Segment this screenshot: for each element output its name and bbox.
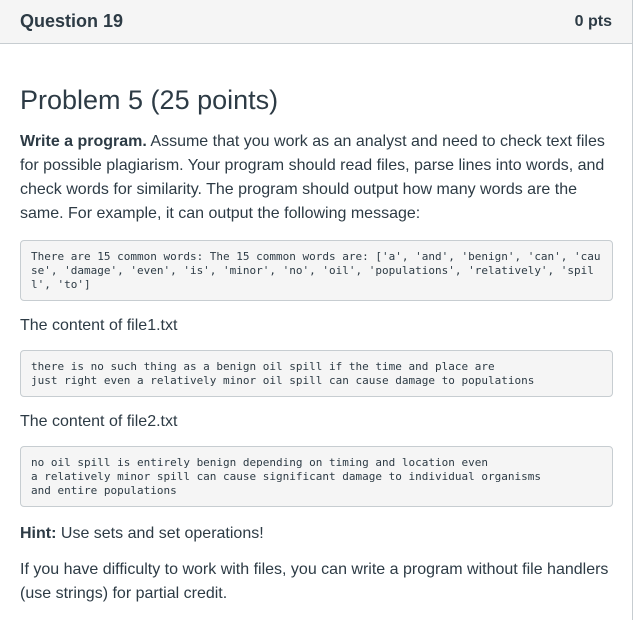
hint-text: Use sets and set operations! xyxy=(56,525,264,542)
intro-text: Assume that you work as an analyst and need to check text files for possible plagiarism. Your program should read files, parse lines into words, and check words for similarity. The program should output how many words are the same. For example, it can output the following message: xyxy=(20,133,605,222)
question-body xyxy=(0,84,632,606)
problem-intro xyxy=(20,130,612,226)
example-output-code: There are 15 common words: The 15 common words are: ['a', 'and', 'benign', 'can', 'cause', 'damage', 'even', 'is', 'minor', 'no', 'oil', 'populations', 'relatively', 'spill', 'to'] xyxy=(20,240,613,301)
file2-code: no oil spill is entirely benign depending on timing and location even a relatively minor spill can cause significant damage to individual organisms and entire populations xyxy=(20,446,613,507)
problem-title: Problem 5 (25 points) xyxy=(20,85,279,115)
intro-bold: Write a program. xyxy=(20,133,147,150)
hint-paragraph xyxy=(20,522,612,546)
question-header xyxy=(0,0,632,44)
partial-credit-note: If you have difficulty to work with files, you can write a program without file handlers (use strings) for partial credit. xyxy=(20,561,609,602)
file1-label: The content of file1.txt xyxy=(20,317,178,334)
question-title: Question 19 xyxy=(20,11,124,31)
question-points: 0 pts xyxy=(574,12,612,30)
hint-bold: Hint: xyxy=(20,525,57,542)
file2-label: The content of file2.txt xyxy=(20,413,178,430)
file1-code: there is no such thing as a benign oil spill if the time and place are just right even a relatively minor oil spill can cause damage to populations xyxy=(20,350,613,397)
